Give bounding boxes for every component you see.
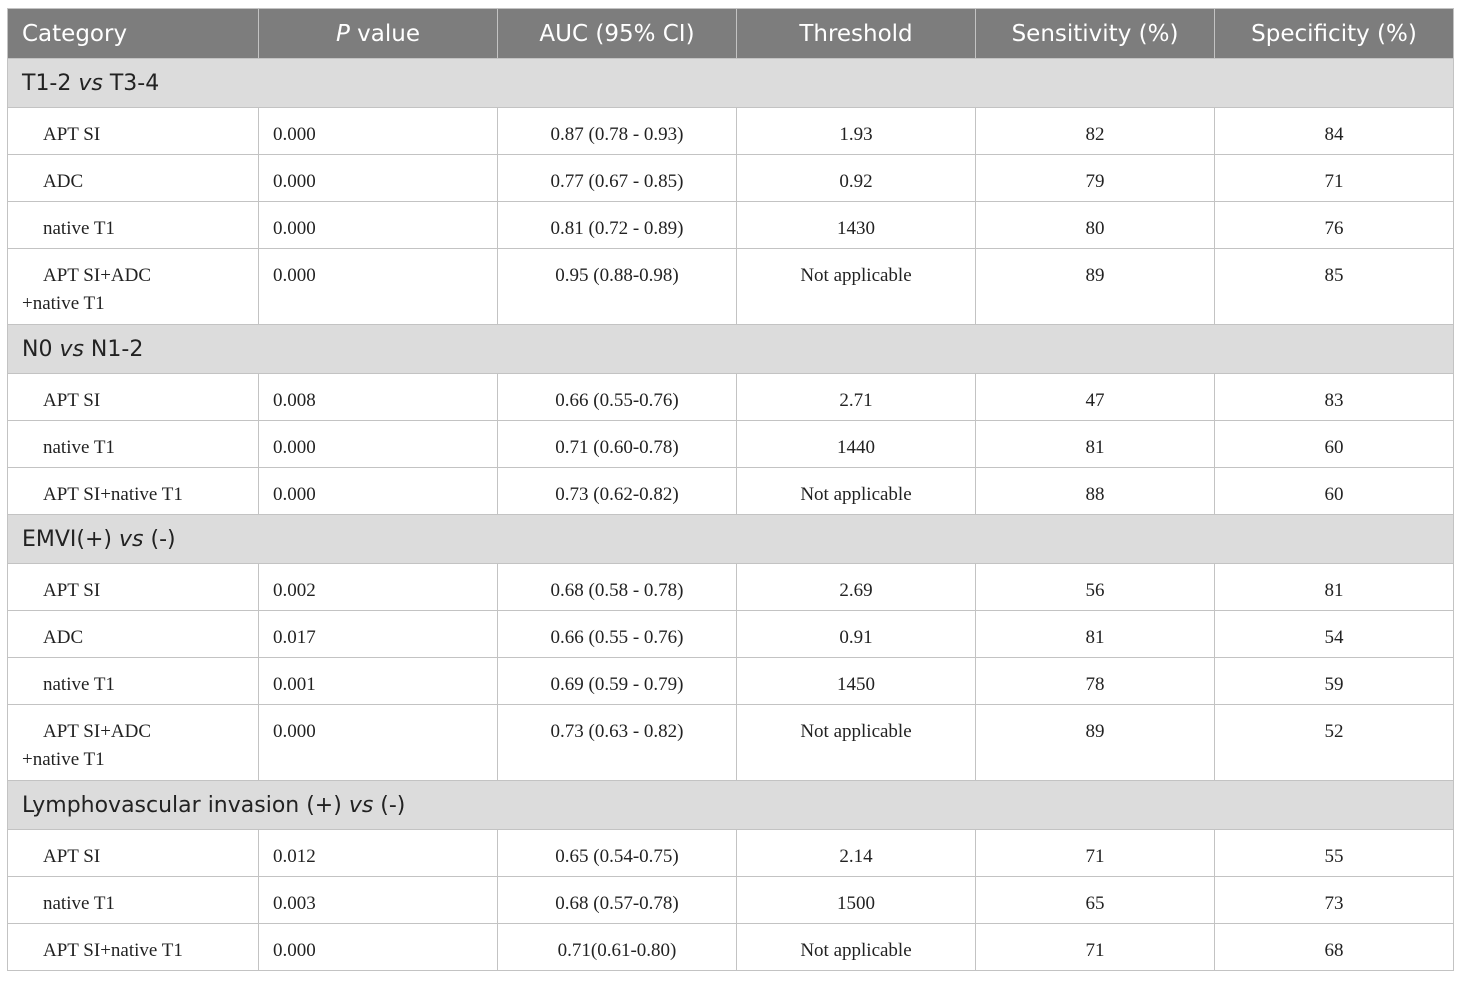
category-line-1: APT SI+native T1 — [43, 940, 183, 961]
cell-p-value: 0.002 — [259, 564, 498, 611]
group-label-post: (-) — [373, 792, 406, 818]
category-line-1: native T1 — [43, 893, 115, 914]
table-body — [8, 59, 1454, 971]
cell-specificity: 73 — [1215, 877, 1454, 924]
cell-threshold: 1430 — [737, 202, 976, 249]
group-label-vs: vs — [78, 70, 103, 96]
group-label — [8, 515, 1454, 564]
cell-sensitivity: 82 — [976, 108, 1215, 155]
cell-category — [8, 830, 259, 877]
group-row — [8, 515, 1454, 564]
cell-auc: 0.87 (0.78 - 0.93) — [498, 108, 737, 155]
group-label-vs: vs — [348, 792, 374, 818]
header-p-suffix: value — [349, 20, 420, 47]
group-label-pre: Lymphovascular invasion (+) — [22, 792, 349, 818]
header-p-italic: P — [335, 20, 350, 47]
cell-threshold: 0.91 — [737, 611, 976, 658]
cell-sensitivity: 65 — [976, 877, 1215, 924]
table-row — [8, 830, 1454, 877]
cell-category — [8, 658, 259, 705]
cell-specificity: 81 — [1215, 564, 1454, 611]
cell-threshold: 1450 — [737, 658, 976, 705]
group-row — [8, 781, 1454, 830]
category-line-1: APT SI+native T1 — [43, 484, 183, 505]
cell-p-value: 0.000 — [259, 705, 498, 781]
cell-threshold: 2.69 — [737, 564, 976, 611]
table-row — [8, 611, 1454, 658]
cell-threshold: Not applicable — [737, 468, 976, 515]
cell-p-value: 0.000 — [259, 924, 498, 971]
cell-category — [8, 611, 259, 658]
group-label — [8, 59, 1454, 108]
cell-specificity: 59 — [1215, 658, 1454, 705]
cell-category — [8, 374, 259, 421]
cell-category — [8, 705, 259, 781]
cell-threshold: Not applicable — [737, 249, 976, 325]
cell-specificity: 54 — [1215, 611, 1454, 658]
category-line-1: APT SI+ADC — [43, 265, 152, 286]
cell-threshold: Not applicable — [737, 924, 976, 971]
cell-category — [8, 468, 259, 515]
header-category: Category — [8, 9, 259, 59]
cell-p-value: 0.000 — [259, 249, 498, 325]
cell-p-value: 0.000 — [259, 108, 498, 155]
cell-auc: 0.65 (0.54-0.75) — [498, 830, 737, 877]
cell-p-value: 0.008 — [259, 374, 498, 421]
cell-threshold: 2.14 — [737, 830, 976, 877]
cell-auc: 0.95 (0.88-0.98) — [498, 249, 737, 325]
cell-p-value: 0.003 — [259, 877, 498, 924]
header-p-value — [259, 9, 498, 59]
group-row — [8, 325, 1454, 374]
group-label-pre: T1-2 — [22, 70, 79, 96]
table-row — [8, 468, 1454, 515]
cell-category — [8, 924, 259, 971]
header-auc: AUC (95% CI) — [498, 9, 737, 59]
category-line-1: native T1 — [43, 674, 115, 695]
cell-specificity: 52 — [1215, 705, 1454, 781]
cell-sensitivity: 89 — [976, 705, 1215, 781]
cell-sensitivity: 56 — [976, 564, 1215, 611]
cell-sensitivity: 88 — [976, 468, 1215, 515]
cell-threshold: 1440 — [737, 421, 976, 468]
cell-auc: 0.68 (0.57-0.78) — [498, 877, 737, 924]
group-label-vs: vs — [59, 336, 84, 362]
group-label — [8, 325, 1454, 374]
table-row — [8, 108, 1454, 155]
category-line-2: +native T1 — [22, 293, 105, 314]
cell-specificity: 84 — [1215, 108, 1454, 155]
table-row — [8, 658, 1454, 705]
category-line-1: APT SI — [43, 124, 101, 145]
cell-p-value: 0.000 — [259, 202, 498, 249]
cell-auc: 0.66 (0.55-0.76) — [498, 374, 737, 421]
cell-specificity: 83 — [1215, 374, 1454, 421]
table-row — [8, 249, 1454, 325]
cell-threshold: 1500 — [737, 877, 976, 924]
cell-sensitivity: 71 — [976, 924, 1215, 971]
cell-specificity: 76 — [1215, 202, 1454, 249]
cell-auc: 0.71(0.61-0.80) — [498, 924, 737, 971]
cell-auc: 0.66 (0.55 - 0.76) — [498, 611, 737, 658]
header-threshold: Threshold — [737, 9, 976, 59]
table-row — [8, 374, 1454, 421]
header-sensitivity: Sensitivity (%) — [976, 9, 1215, 59]
table-row — [8, 924, 1454, 971]
cell-category — [8, 249, 259, 325]
table-row — [8, 202, 1454, 249]
table-row — [8, 877, 1454, 924]
table-row — [8, 155, 1454, 202]
cell-p-value: 0.012 — [259, 830, 498, 877]
header-row — [8, 9, 1454, 59]
cell-p-value: 0.000 — [259, 421, 498, 468]
group-label-pre: N0 — [22, 336, 60, 362]
cell-threshold: 1.93 — [737, 108, 976, 155]
cell-specificity: 68 — [1215, 924, 1454, 971]
cell-specificity: 55 — [1215, 830, 1454, 877]
category-line-1: ADC — [43, 171, 84, 192]
cell-sensitivity: 78 — [976, 658, 1215, 705]
group-label-post: (-) — [143, 526, 176, 552]
cell-specificity: 71 — [1215, 155, 1454, 202]
cell-auc: 0.81 (0.72 - 0.89) — [498, 202, 737, 249]
category-line-1: APT SI — [43, 846, 101, 867]
category-line-1: APT SI — [43, 390, 101, 411]
table-row — [8, 564, 1454, 611]
cell-category — [8, 564, 259, 611]
table-row — [8, 705, 1454, 781]
table-row — [8, 421, 1454, 468]
cell-sensitivity: 80 — [976, 202, 1215, 249]
category-line-1: APT SI+ADC — [43, 721, 152, 742]
cell-p-value: 0.000 — [259, 155, 498, 202]
header-specificity: Specificity (%) — [1215, 9, 1454, 59]
cell-auc: 0.68 (0.58 - 0.78) — [498, 564, 737, 611]
cell-sensitivity: 89 — [976, 249, 1215, 325]
category-line-1: native T1 — [43, 218, 115, 239]
cell-threshold: Not applicable — [737, 705, 976, 781]
group-label-vs: vs — [119, 526, 144, 552]
cell-auc: 0.77 (0.67 - 0.85) — [498, 155, 737, 202]
cell-p-value: 0.000 — [259, 468, 498, 515]
cell-sensitivity: 71 — [976, 830, 1215, 877]
group-label — [8, 781, 1454, 830]
cell-auc: 0.69 (0.59 - 0.79) — [498, 658, 737, 705]
group-label-post: T3-4 — [102, 70, 160, 96]
cell-sensitivity: 81 — [976, 611, 1215, 658]
cell-sensitivity: 81 — [976, 421, 1215, 468]
cell-specificity: 85 — [1215, 249, 1454, 325]
cell-category — [8, 877, 259, 924]
cell-threshold: 0.92 — [737, 155, 976, 202]
cell-category — [8, 108, 259, 155]
cell-auc: 0.73 (0.62-0.82) — [498, 468, 737, 515]
results-table — [7, 8, 1454, 971]
cell-p-value: 0.001 — [259, 658, 498, 705]
category-line-2: +native T1 — [22, 749, 105, 770]
cell-p-value: 0.017 — [259, 611, 498, 658]
cell-auc: 0.71 (0.60-0.78) — [498, 421, 737, 468]
cell-specificity: 60 — [1215, 468, 1454, 515]
cell-category — [8, 202, 259, 249]
group-label-pre: EMVI(+) — [22, 526, 120, 552]
cell-category — [8, 155, 259, 202]
category-line-1: native T1 — [43, 437, 115, 458]
cell-sensitivity: 47 — [976, 374, 1215, 421]
category-line-1: ADC — [43, 627, 84, 648]
cell-threshold: 2.71 — [737, 374, 976, 421]
group-label-post: N1-2 — [83, 336, 144, 362]
cell-auc: 0.73 (0.63 - 0.82) — [498, 705, 737, 781]
cell-category — [8, 421, 259, 468]
group-row — [8, 59, 1454, 108]
category-line-1: APT SI — [43, 580, 101, 601]
cell-specificity: 60 — [1215, 421, 1454, 468]
cell-sensitivity: 79 — [976, 155, 1215, 202]
